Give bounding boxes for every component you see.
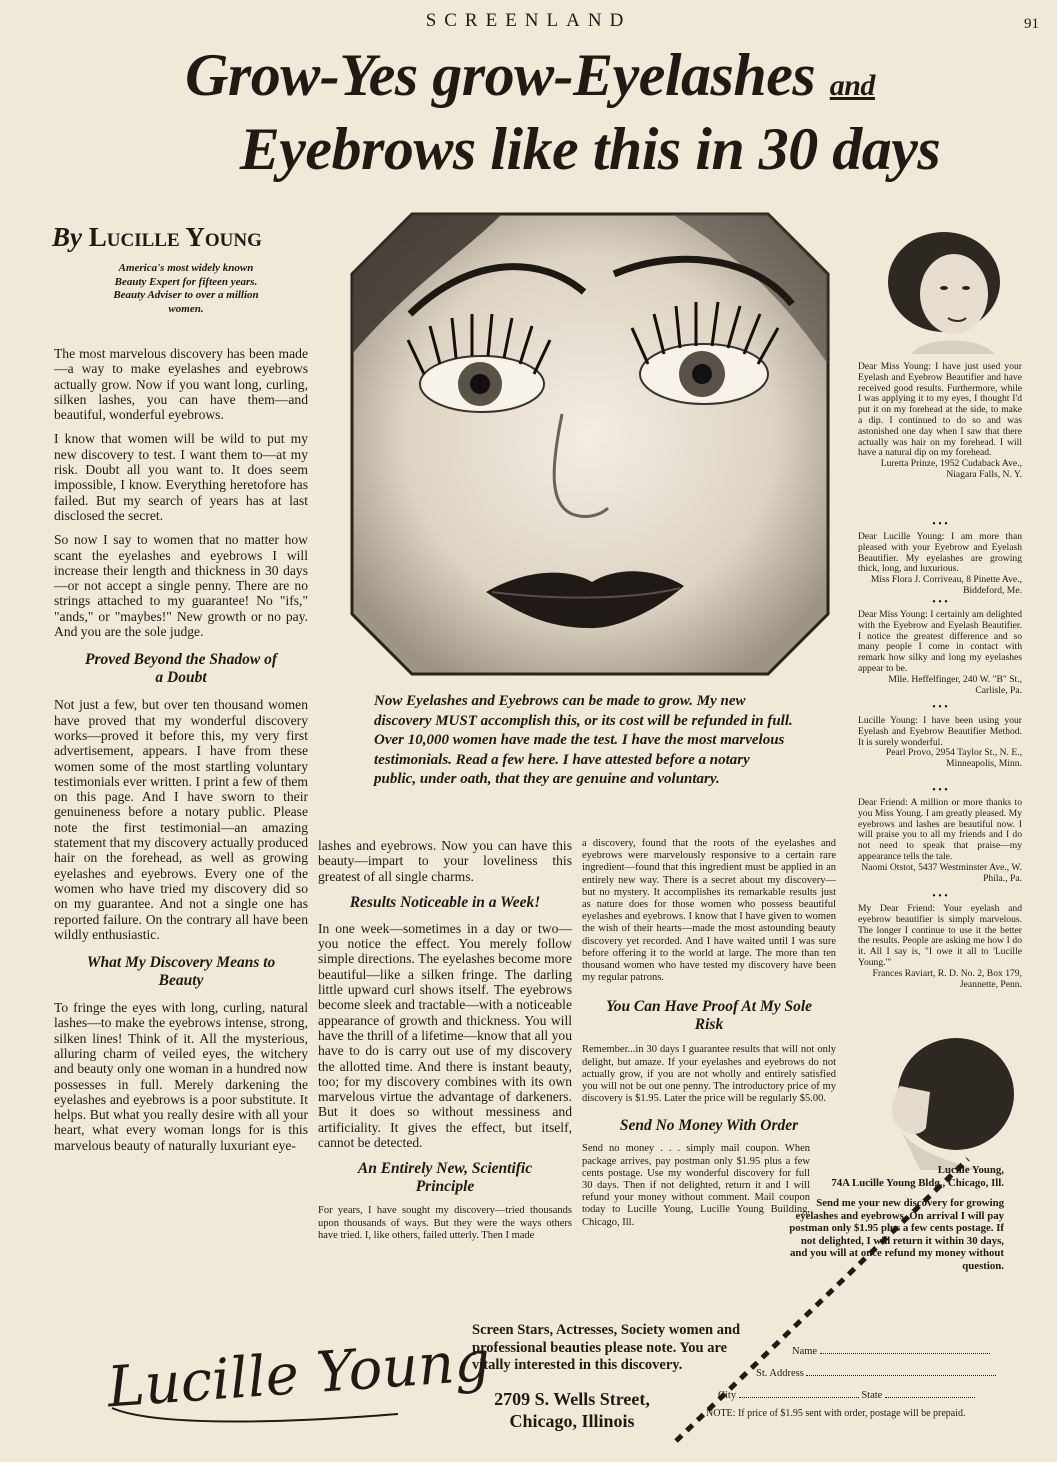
byline-prefix: By [52,222,82,252]
right-paragraph-3: Send no money . . . simply mail coupon. When package arrives, pay postman only $1.95 plus a few cents postage. Use my wonderful discovery for full 30 days. Then if not delighted, return it and I will refund your money without comment. Mail coupon today to Lucille Young, Lucille Young Building, Chicago, Ill. [582,1143,810,1228]
coupon-street-field[interactable] [756,1368,1022,1379]
separator-dots: • • • [932,519,948,530]
testimonial-4-signature: Pearl Provo, 2954 Taylor St., N. E., Minneapolis, Minn. [885,747,1022,770]
testimonial-4 [858,716,1022,770]
company-address [472,1388,672,1432]
left-paragraph-4: Not just a few, but over ten thousand women have proved that my wonderful discovery works—proved it before this, my very first advertisement, appears. I have from these women some of the most startling voluntary testimonials ever written. I print a few of them on this page. And I have sworn to their genuineness before a notary public. Please note the first testimonial—an amazing statement that my discovery actually produced hair on the forehead, as well as growing eyelashes and eyebrows. Every one of the women who have tried my discovery did so on my guarantee. And not a single one has reported failure. On the contrary all have been wildly enthusiastic. [54,697,308,942]
testimonial-2-signature: Miss Flora J. Corriveau, 8 Pinette Ave., Biddeford, Me. [870,574,1022,596]
separator-dots: • • • [932,785,948,796]
headline-and: and [829,69,875,102]
testimonial-3-text: Dear Miss Young: I certainly am delighted with the Eyebrow and Eyelash Beautifier. I notice the greatest difference and so many people I come in contact with remark how silky and long my eyelashes appear to be. [858,609,1022,674]
right-paragraph-2: Remember...in 30 days I guarantee results that will not only delight, but amaze. If your eyelashes and eyebrows do not actually grow, if you are not wholly and entirely satisfied you will not be out one penny. The introductory price of my discovery is $1.95. Later the price will be regularly $5.00. [582,1044,836,1105]
testimonial-6-text: My Dear Friend: Your eyelash and eyebrow beautifier is simply marvelous. The longer I continue to use it the better the results. People are asking me how I do it. All I say is, "I owe it all to 'Lucille Young.'" [858,903,1022,968]
testimonial-3-signature: Mlle. Heffelfinger, 240 W. "B" St., Carlisle, Pa. [888,673,1022,696]
testimonial-woman-photo [872,228,1024,354]
headline-line-2: Eyebrows like this in 30 days [239,116,941,182]
coupon-city-state-field[interactable] [718,1390,1022,1401]
testimonial-5-text: Dear Friend: A million or more thanks to you Miss Young. I am greatly pleased. My eyebrows and lashes are beautiful now. I will praise you to all my friends and I do not need to speak that praise—my appearance tells the tale. [858,797,1022,862]
page-number: 91 [1024,16,1039,32]
coupon-body: Send me your new discovery for growing eyelashes and eyebrows. On arrival I will pay postman only $1.95 plus a few cents postage. If not delighted, I will return it within 30 days, and you will at once refund my money without question. [789,1197,1004,1272]
middle-column [318,838,572,1242]
order-coupon [784,1164,1004,1272]
left-paragraph-5: To fringe the eyes with long, curling, natural lashes—to make the eyebrows intense, strong, silken lines! Think of it. All the mysterious, alluring charm of veiled eyes, the witchery and beauty only one woman in a hundred now possesses in full. Merely darkening the eyelashes and eyebrows is a poor substitute. It helps. But what you really desire with all your heart, what every woman longs for is this marvelous beauty of naturally luxuriant eye- [54,1000,308,1153]
mid-subhead-1: Results Noticeable in a Week! [349,893,541,911]
byline-name: Lucille Young [88,222,262,252]
svg-text:Lucille Young: Lucille Young [105,1328,493,1421]
left-paragraph-1: The most marvelous discovery has been made—a way to make eyelashes and eyebrows actually grow. Now if you want long, curling, silken lashes, you can have them—and beautiful, wonderful eyebrows. [54,346,308,423]
testimonial-2 [858,532,1022,597]
address-street: 2709 S. Wells Street, [494,1389,650,1409]
testimonial-3 [858,610,1022,696]
mid-paragraph-2: In one week—sometimes in a day or two—you notice the effect. You merely follow simple directions. The eyelashes become more beautiful—like a silken fringe. The darling little upward curl shows itself. The eyebrows become sleek and tractable—with a noticeable appearance of growth and thickness. You will have the thrill of a lifetime—know that all you have to do is carry out use of my discovery the allotted time. And there is instant beauty, too; for my discovery combines with its own marvelous virtue the advantage of darkeners. But it does so without messiness and artificiality. It gives the effect, but itself, cannot be detected. [318,920,572,1151]
testimonial-1-signature: Luretta Prinze, 1952 Cudaback Ave., Niagara Falls, N. Y. [880,458,1022,480]
coupon-city-label: City [718,1390,737,1401]
testimonial-5-signature: Naomi Otstot, 5437 Westminster Ave., W. Phila., Pa. [861,861,1022,884]
right-paragraph-1: a discovery, found that the roots of the eyelashes and eyebrows were marvelously responsive to a certain rare ingredient—found that this ingredient must be applied in an entirely new way. There is a secret about my discovery—but no mystery. It accomplishes its remarkable results just as nature does for those women who possess beautiful eyelashes and eyebrows. I know that I have given to women the wish of their hearts—made the most astounding beauty discovery yet recorded. And I have waited until I was sure before offering it to the world at large. The more than ten thousand women who have tested my discovery have been my regular patrons. [582,838,836,984]
separator-dots: • • • [932,702,948,713]
headline-text-1: Grow-Yes grow-Eyelashes [185,42,816,108]
coupon-to-name: Lucille Young, [937,1164,1004,1176]
left-paragraph-2: I know that women will be wild to put my new discovery to test. I want them to—at my risk. Doubt all you want to. It does seem impossible, I know. Everything heretofore has failed. But my search of years has at last disclosed the secret. [54,431,308,523]
lucille-young-signature [98,1318,493,1438]
testimonial-4-text: Lucille Young: I have been using your Eyelash and Eyebrow Beautifier Method. It is surely wonderful. [858,715,1022,748]
right-subhead-1: You Can Have Proof At My Sole Risk [605,998,813,1034]
coupon-name-label: Name [792,1346,818,1357]
left-subhead-1: Proved Beyond the Shadow of a Doubt [84,651,278,687]
byline [52,222,318,253]
mid-paragraph-1: lashes and eyebrows. Now you can have this beauty—impart to your loveliness this greatest of all single charms. [318,838,572,884]
masthead: SCREENLAND [425,10,632,31]
separator-dots: • • • [932,891,948,902]
mid-paragraph-3: For years, I have sought my discovery—tried thousands upon thousands of ways. But they were the ways others have tried. I, like others, failed utterly. Then I made [318,1205,572,1241]
coupon-state-label: State [861,1390,883,1401]
testimonial-6-signature: Frances Raviart, R. D. No. 2, Box 179, Jeannette, Penn. [872,967,1022,990]
mid-subhead-2: An Entirely New, Scientific Principle [357,1160,533,1196]
left-paragraph-3: So now I say to women that no matter how scant the eyelashes and eyebrows I will increase their length and thickness in 30 days—or not accept a single penny. There are no strings attached to my guarantee! No "ifs," "ands," or "maybes!" New growth or no pay. And you are the sole judge. [54,532,308,640]
address-city: Chicago, Illinois [509,1411,635,1431]
testimonial-6 [858,904,1022,990]
testimonial-1-text: Dear Miss Young: I have just used your Eyelash and Eyebrow Beautifier and have received good results. Furthermore, while I was applying it to my eyes, I thought I'd put it on my forehead at the side, to make a dip. I continued to do so and was astonished one day when I saw that there actually was hair on my forehead. I will have a natural dip on my forehead. [858,361,1022,459]
separator-dots: • • • [932,597,948,608]
testimonial-1 [858,362,1022,481]
left-subhead-2: What My Discovery Means to Beauty [86,954,276,990]
screen-stars-notice: Screen Stars, Actresses, Society women and professional beauties please note. You are vitally interested in this discovery. [472,1322,741,1373]
woman-profile-photo [860,1032,1028,1170]
headline-line-1 [20,42,1040,119]
portrait-caption: Now Eyelashes and Eyebrows can be made to grow. My new discovery MUST accomplish this, or its cost will be refunded in full. Over 10,000 women have made the test. I have the most marvelous testimonials. Read a few here. I have attested before a notary public, under oath, that they are genuine and voluntary. [374,693,793,787]
coupon-note: NOTE: If price of $1.95 sent with order, postage will be prepaid. [706,1408,966,1419]
testimonial-5 [858,798,1022,884]
coupon-to-address: 74A Lucille Young Bldg., Chicago, Ill. [831,1176,1004,1189]
tagline: America's most widely known Beauty Expert for fifteen years. Beauty Adviser to over a million women. [113,262,259,315]
coupon-street-label: St. Address [756,1368,804,1379]
face-portrait-image [352,214,828,674]
right-subhead-2: Send No Money With Order [619,1117,799,1135]
coupon-name-field[interactable] [792,1346,1022,1357]
left-column [54,346,308,1153]
testimonial-2-text: Dear Lucille Young: I am more than pleased with your Eyebrow and Eyelash Beautifier. My eyelashes are growing thick, long, and luxurious. [858,531,1022,575]
